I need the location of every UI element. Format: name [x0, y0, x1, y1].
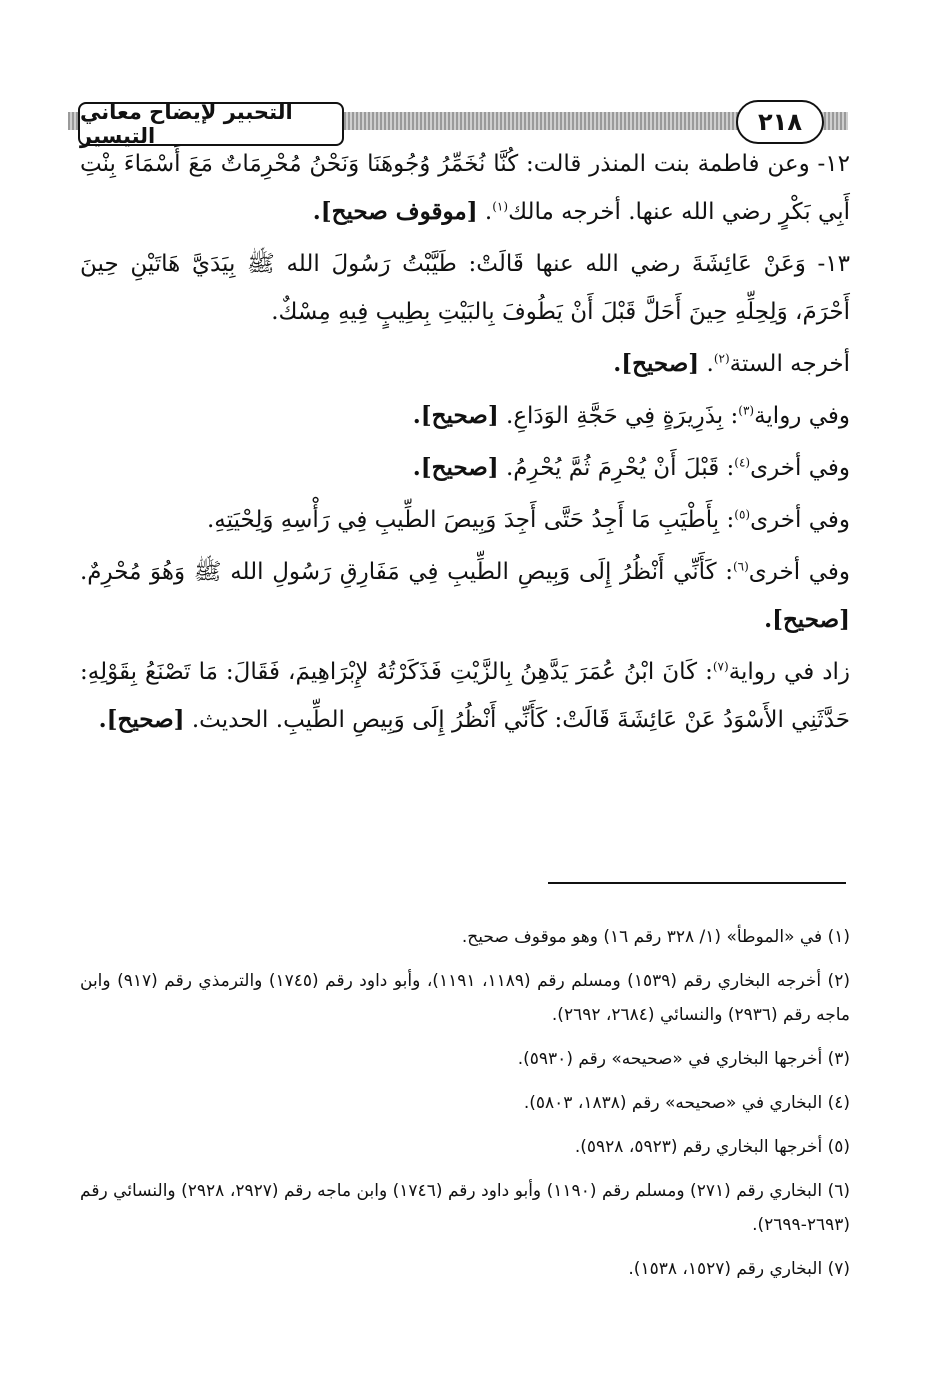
- narration-text: .: [699, 351, 714, 377]
- narration-7: [80, 648, 850, 744]
- hadith-grade: [صحيح].: [613, 350, 700, 377]
- footnote: (١) في «الموطأ» (١/ ٣٢٨ رقم ١٦) وهو موقوف صحيح.: [461, 927, 850, 947]
- footnote: (٤) البخاري في «صحيحه» رقم (١٨٣٨، ٥٨٠٣).: [523, 1093, 850, 1113]
- narration-text: : كَانَ ابْنُ عُمَرَ يَدَّهِنُ بِالزَّيْتِ فَذَكَرْتُهُ لإِبْرَاهِيمَ، فَقَالَ: مَا تَصْنَعُ بِقَوْلِهِ: حَدَّثَنِي الأَسْوَدُ عَنْ عَائِشَةَ قَالَتْ: كَأَنِّي أَنْظُرُ إِلَى وَبِيصِ الطِّيبِ. الحديث.: [80, 659, 850, 733]
- footnote-separator: [548, 882, 846, 884]
- punctuation: .: [484, 199, 493, 225]
- narration-line: [80, 340, 850, 388]
- narration-line: [80, 444, 850, 492]
- narration-text: : بِذَرِيرَةٍ فِي حَجَّةِ الوَدَاعِ.: [498, 403, 739, 429]
- page-number: ٢١٨: [736, 100, 824, 144]
- footnote: (٦) البخاري رقم (٢٧١) ومسلم رقم (١١٩٠) وأبو داود رقم (١٧٤٦) وابن ماجه رقم (٢٩٢٧، ٢٩٢٨) والنسائي رقم (٢٦٩٣-٢٦٩٩).: [80, 1181, 851, 1235]
- hadith-text: ١٢- وعن فاطمة بنت المنذر قالت: كُنَّا نُخَمِّرُ وُجُوهَنَا وَنَحْنُ مُحْرِمَاتٌ مَعَ أَسْمَاءَ بِنْتِ أَبِي بَكْرٍ رضي الله عنها. أخرجه مالك: [80, 151, 850, 225]
- narration-text: : بِأَطْيَبِ مَا أَجِدُ حَتَّى أَجِدَ وَبِيصَ الطِّيبِ فِي رَأْسِهِ وَلِحْيَتِهِ.: [206, 507, 735, 533]
- main-text: [80, 140, 850, 748]
- footnote-ref: (٧): [712, 659, 729, 674]
- footnote-ref: (٦): [732, 559, 749, 574]
- footnote-ref: (٥): [734, 507, 751, 522]
- hadith-12: [80, 140, 850, 236]
- hadith-grade: [صحيح].: [412, 402, 499, 429]
- footnote-ref: (٣): [738, 403, 755, 418]
- footnote: (٢) أخرجه البخاري رقم (١٥٣٩) ومسلم رقم (١١٨٩، ١١٩١)، وأبو داود رقم (١٧٤٥) والترمذي رقم (٩١٧) وابن ماجه رقم (٢٩٣٦) والنسائي (٢٦٨٤، ٢٦٩٢).: [80, 971, 850, 1025]
- footnotes: [80, 920, 850, 1296]
- footnote-ref: (١): [492, 199, 509, 214]
- hadith-grade: [صحيح].: [764, 606, 850, 633]
- narration-6: [80, 548, 850, 644]
- hadith-grade: [موقوف صحيح].: [312, 198, 478, 225]
- footnote-ref: (٤): [734, 455, 751, 470]
- hadith-grade: [صحيح].: [412, 454, 499, 481]
- footnote-ref: (٢): [713, 351, 730, 366]
- narration-line: [80, 496, 850, 544]
- narration-intro: وفي رواية: [754, 403, 850, 429]
- narration-line: [80, 392, 850, 440]
- narration-intro: أخرجه الستة: [729, 351, 850, 377]
- hadith-text: ١٣- وَعَنْ عَائِشَةَ رضي الله عنها قَالَتْ: طَيَّبْتُ رَسُولَ الله ﷺ بِيَدَيَّ هَاتَيْنِ حِينَ أَحْرَمَ، وَلِحِلِّهِ حِينَ أَحَلَّ قَبْلَ أَنْ يَطُوفَ بِالبَيْتِ بِطِيبٍ فِيهِ مِسْكٌ.: [80, 251, 850, 325]
- narration-text: : كَأَنِّي أَنْظُرُ إِلَى وَبِيصِ الطِّيبِ فِي مَفَارِقِ رَسُولِ الله ﷺ وَهُوَ مُحْرِمٌ.: [80, 559, 733, 585]
- footnote: (٥) أخرجها البخاري رقم (٥٩٢٣، ٥٩٢٨).: [574, 1137, 850, 1157]
- book-title: التحبير لإيضاح معاني التيسير: [78, 102, 344, 146]
- footnote: (٣) أخرجها البخاري في «صحيحه» رقم (٥٩٣٠).: [517, 1049, 850, 1069]
- footnote: (٧) البخاري رقم (١٥٢٧، ١٥٣٨).: [628, 1259, 850, 1279]
- hadith-13: [80, 240, 850, 336]
- narration-intro: وفي أخرى: [748, 559, 850, 585]
- hadith-grade: [صحيح].: [98, 706, 185, 733]
- narration-intro: وفي أخرى: [750, 507, 850, 533]
- narration-intro: وفي أخرى: [750, 455, 850, 481]
- narration-text: : قَبْلَ أَنْ يُحْرِمَ ثُمَّ يُحْرِمُ.: [498, 455, 735, 481]
- narration-intro: زاد في رواية: [728, 659, 850, 685]
